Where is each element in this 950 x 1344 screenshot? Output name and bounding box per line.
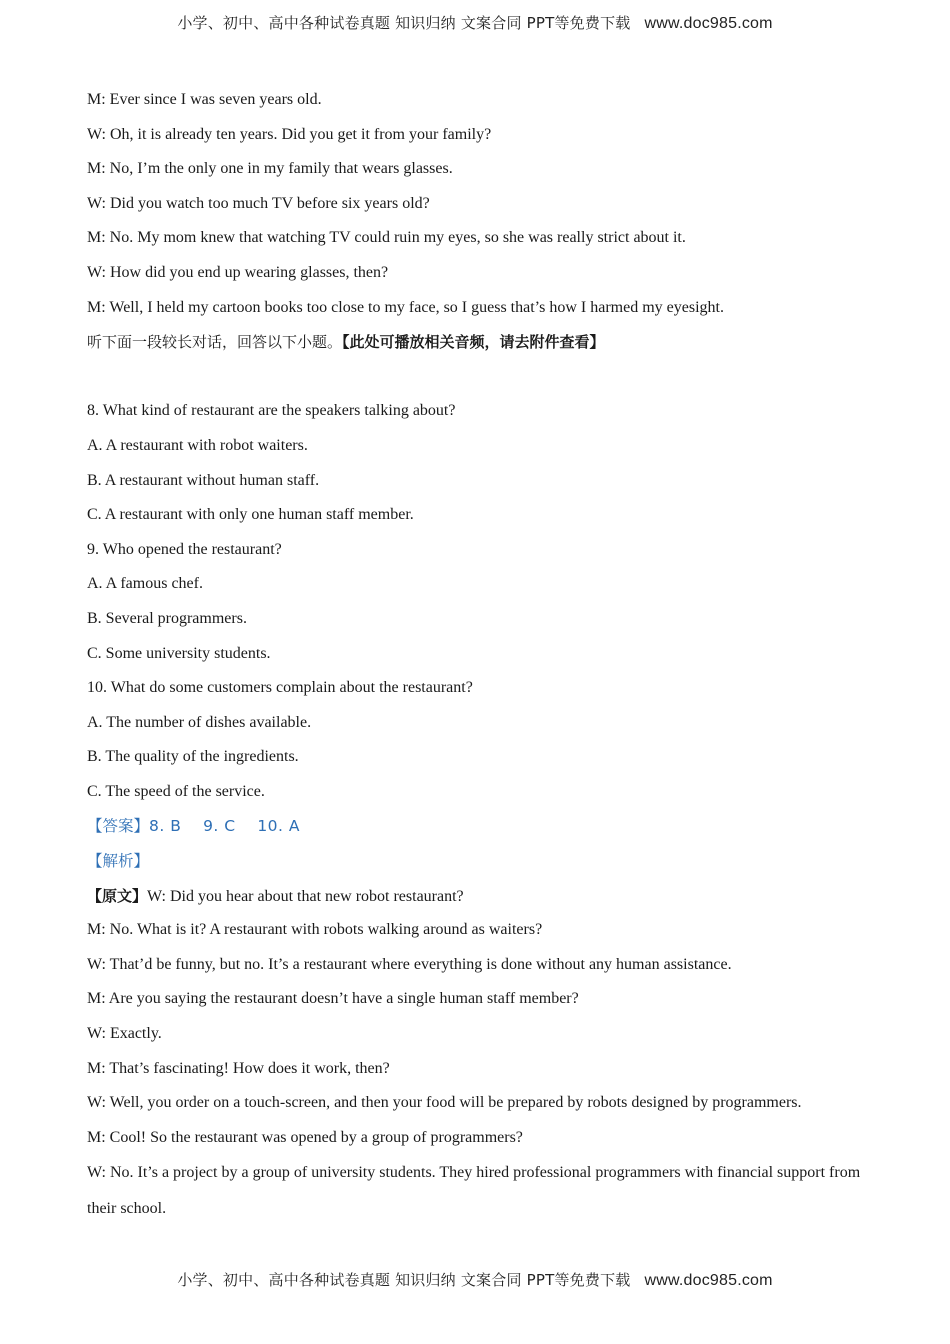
transcript-line: M: Cool! So the restaurant was opened by a group of programmers? bbox=[87, 1128, 523, 1146]
option: B. The quality of the ingredients. bbox=[87, 748, 299, 766]
option: A. A restaurant with robot waiters. bbox=[87, 436, 308, 454]
listening-instruction bbox=[87, 330, 877, 365]
transcript-line: W: Well, you order on a touch-screen, and then your food will be prepared by robots designed by programmers. bbox=[87, 1094, 802, 1112]
dialogue-line: W: Oh, it is already ten years. Did you get it from your family? bbox=[87, 125, 492, 143]
page-footer bbox=[0, 1269, 950, 1290]
dialogue-line: M: No, I’m the only one in my family that wears glasses. bbox=[87, 160, 453, 178]
dialogue-line: M: Ever since I was seven years old. bbox=[87, 91, 322, 108]
header-text: 小学、初中、高中各种试卷真题 知识归纳 文案合同 PPT等免费下载 bbox=[177, 14, 631, 32]
document-body bbox=[87, 88, 877, 1227]
answer-row bbox=[87, 814, 877, 849]
transcript-line: M: No. What is it? A restaurant with robots walking around as waiters? bbox=[87, 921, 543, 939]
dialogue-line: W: How did you end up wearing glasses, then? bbox=[87, 263, 389, 281]
option: C. The speed of the service. bbox=[87, 782, 265, 800]
option: C. A restaurant with only one human staff member. bbox=[87, 506, 414, 524]
footer-site-link[interactable]: www.doc985.com bbox=[644, 1272, 773, 1289]
original-first-line: W: Did you hear about that new robot restaurant? bbox=[147, 887, 464, 905]
dialogue-line: W: Did you watch too much TV before six years old? bbox=[87, 194, 430, 212]
option: B. A restaurant without human staff. bbox=[87, 471, 320, 489]
spacer bbox=[87, 365, 877, 400]
instruction-text: 听下面一段较长对话，回答以下小题。 bbox=[87, 333, 343, 352]
transcript-line-wrapped: W: No. It’s a project by a group of university students. They hired professional programmers with financial support from their school. bbox=[87, 1164, 861, 1218]
analysis-label: 【解析】 bbox=[87, 852, 150, 871]
page-header bbox=[0, 12, 950, 33]
header-site-link[interactable]: www.doc985.com bbox=[644, 15, 773, 32]
option: A. The number of dishes available. bbox=[87, 713, 312, 731]
question-10: 10. What do some customers complain about the restaurant? bbox=[87, 679, 473, 697]
option: A. A famous chef. bbox=[87, 575, 203, 593]
original-row bbox=[87, 884, 877, 919]
transcript-line: W: That’d be funny, but no. It’s a restaurant where everything is done without any human assistance. bbox=[87, 955, 732, 973]
transcript-line: M: Are you saying the restaurant doesn’t have a single human staff member? bbox=[87, 990, 579, 1008]
dialogue-line: M: Well, I held my cartoon books too close to my face, so I guess that’s how I harmed my eyesight. bbox=[87, 298, 724, 316]
option: C. Some university students. bbox=[87, 644, 271, 662]
analysis-row bbox=[87, 849, 877, 884]
footer-text: 小学、初中、高中各种试卷真题 知识归纳 文案合同 PPT等免费下载 bbox=[177, 1271, 631, 1289]
option: B. Several programmers. bbox=[87, 609, 247, 627]
question-8: 8. What kind of restaurant are the speakers talking about? bbox=[87, 402, 456, 420]
answer-label: 【答案】 bbox=[87, 817, 150, 836]
dialogue-line: M: No. My mom knew that watching TV could ruin my eyes, so she was really strict about it. bbox=[87, 229, 686, 247]
original-label: 【原文】 bbox=[87, 886, 148, 905]
transcript-line: M: That’s fascinating! How does it work, then? bbox=[87, 1059, 390, 1077]
question-9: 9. Who opened the restaurant? bbox=[87, 540, 282, 558]
transcript-line: W: Exactly. bbox=[87, 1025, 162, 1043]
audio-note: 【此处可播放相关音频，请去附件查看】 bbox=[342, 333, 605, 352]
answer-value: 8. B 9. C 10. A bbox=[149, 817, 300, 836]
